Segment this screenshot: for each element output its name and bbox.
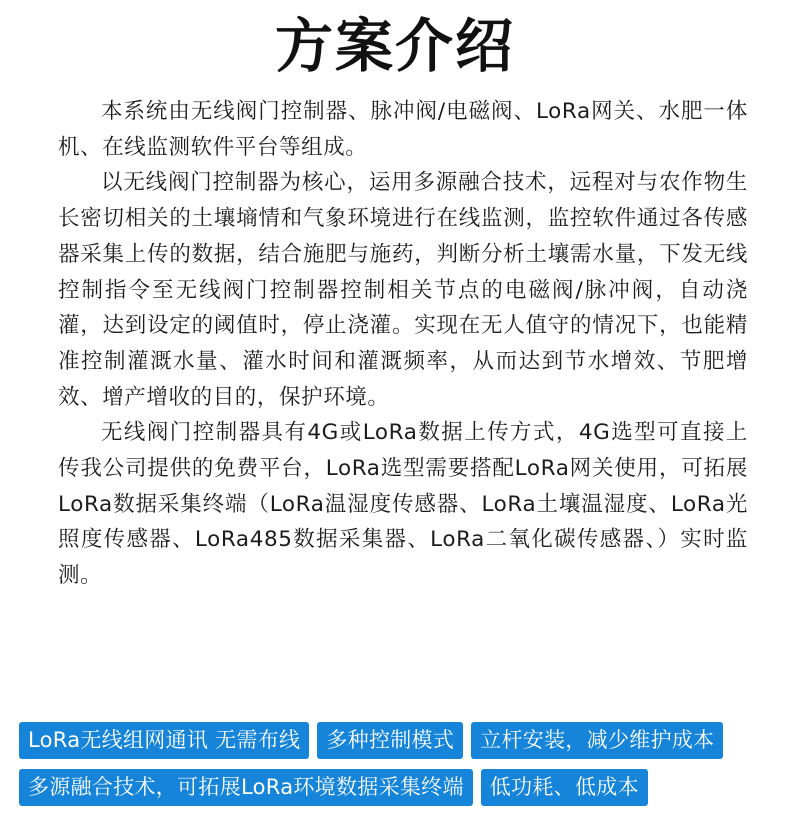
tag-multi-source-fusion: 多源融合技术，可拓展LoRa环境数据采集终端: [19, 769, 473, 806]
tag-control-modes: 多种控制模式: [317, 722, 463, 759]
paragraph-system-components: 本系统由无线阀门控制器、脉冲阀/电磁阀、LoRa网关、水肥一体机、在线监测软件平台等组成。: [58, 99, 748, 160]
tag-low-power: 低功耗、低成本: [481, 769, 648, 806]
description-body: [58, 94, 748, 594]
paragraph-upload-methods: 无线阀门控制器具有4G或LoRa数据上传方式，4G选型可直接上传我公司提供的免费平台，LoRa选型需要搭配LoRa网关使用，可拓展LoRa数据采集终端（LoRa温湿度传感器、LoRa土壤温湿度、LoRa光照度传感器、LoRa485数据采集器、LoRa二氧化碳传感器、）实时监测。: [58, 420, 748, 589]
tag-row-2: [19, 769, 784, 806]
tag-lora-networking: LoRa无线组网通讯 无需布线: [19, 722, 309, 759]
feature-tags: [19, 722, 784, 816]
page-title: 方案介绍: [274, 12, 515, 80]
paragraph-core-function: 以无线阀门控制器为核心，运用多源融合技术，远程对与农作物生长密切相关的土壤墒情和气象环境进行在线监测，监控软件通过各传感器采集上传的数据，结合施肥与施药，判断分析土壤需水量，下发无线控制指令至无线阀门控制器控制相关节点的电磁阀/脉冲阀，自动浇灌，达到设定的阈值时，停止浇灌。实现在无人值守的情况下，也能精准控制灌溉水量、灌水时间和灌溉频率，从而达到节水增效、节肥增效、增产增收的目的，保护环境。: [58, 170, 748, 410]
tag-row-1: [19, 722, 784, 759]
tag-pole-mount: 立杆安装，减少维护成本: [471, 722, 723, 759]
